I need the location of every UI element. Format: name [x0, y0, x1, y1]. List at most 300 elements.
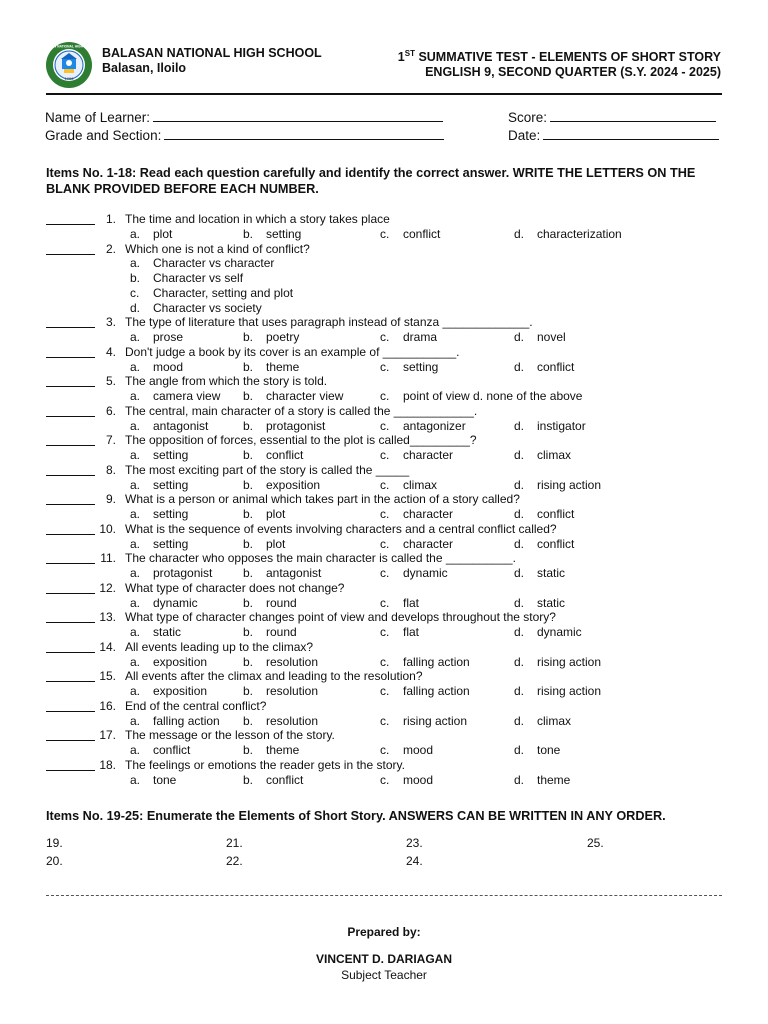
- option-text: camera view: [153, 389, 221, 403]
- option-text: Character vs character: [153, 256, 275, 271]
- option-letter: b.: [243, 625, 254, 639]
- school-name: BALASAN NATIONAL HIGH SCHOOL: [102, 46, 322, 60]
- answer-option: [243, 773, 303, 788]
- answer-option: [130, 684, 207, 699]
- option-letter: d.: [514, 418, 525, 433]
- answer-option: [130, 448, 188, 463]
- option-text: drama: [403, 330, 438, 344]
- date-field[interactable]: [508, 127, 719, 144]
- option-text: theme: [266, 743, 300, 757]
- option-text: character: [403, 507, 454, 521]
- school-location: Balasan, Iloilo: [102, 61, 187, 75]
- answer-option: [380, 389, 582, 404]
- question-number: 13.: [99, 610, 116, 625]
- option-text: prose: [153, 330, 184, 344]
- option-row: [0, 537, 768, 552]
- option-text: resolution: [266, 654, 319, 669]
- enumeration-item[interactable]: 22.: [226, 854, 243, 868]
- answer-blank[interactable]: [46, 593, 95, 594]
- question-text: The central, main character of a story is called the ____________.: [125, 403, 478, 418]
- option-letter: c.: [380, 595, 390, 610]
- answer-option: [243, 743, 299, 758]
- option-text: setting: [266, 226, 302, 241]
- question-text: End of the central conflict?: [125, 698, 267, 713]
- option-letter: d.: [514, 625, 525, 639]
- option-row: [0, 227, 768, 242]
- option-text: setting: [403, 359, 439, 374]
- option-text: round: [266, 595, 297, 610]
- option-row: [0, 271, 768, 286]
- option-letter: a.: [130, 477, 141, 492]
- option-letter: b.: [243, 743, 254, 757]
- option-text: setting: [153, 448, 189, 462]
- option-text: plot: [266, 536, 286, 551]
- option-text: character view: [266, 389, 344, 403]
- option-text: climax: [537, 713, 572, 728]
- answer-blank[interactable]: [46, 475, 95, 476]
- score-line[interactable]: [550, 109, 716, 122]
- answer-option: [130, 625, 181, 640]
- name-label: Name of Learner:: [45, 110, 151, 125]
- option-text: falling action: [403, 684, 470, 698]
- answer-option: [243, 507, 285, 522]
- question-item: [0, 669, 768, 684]
- question-item: [0, 463, 768, 478]
- option-text: falling action: [403, 654, 470, 669]
- answer-option: [380, 714, 467, 729]
- enumeration-item[interactable]: 23.: [406, 836, 423, 850]
- answer-option: [243, 566, 321, 581]
- question-number: 2.: [105, 241, 116, 256]
- answer-blank[interactable]: [46, 416, 95, 417]
- option-letter: d.: [514, 536, 525, 551]
- answer-option: [514, 227, 622, 242]
- option-letter: a.: [130, 536, 141, 551]
- option-text: Character vs society: [153, 300, 262, 315]
- option-letter: d.: [514, 477, 525, 492]
- option-text: rising action: [537, 654, 602, 669]
- option-text: rising action: [537, 477, 602, 492]
- option-row: [0, 507, 768, 522]
- option-letter: b.: [243, 713, 254, 728]
- option-letter: a.: [130, 389, 141, 403]
- answer-option: [380, 566, 448, 581]
- answer-option: [243, 227, 301, 242]
- answer-option: [130, 271, 243, 286]
- option-text: dynamic: [153, 595, 198, 610]
- option-letter: c.: [130, 285, 140, 300]
- option-text: tone: [153, 772, 177, 787]
- question-number: 10.: [99, 521, 116, 536]
- option-letter: c.: [380, 772, 390, 787]
- option-letter: b.: [243, 536, 254, 551]
- option-text: resolution: [266, 713, 319, 728]
- option-text: rising action: [537, 684, 602, 698]
- answer-blank[interactable]: [46, 770, 95, 771]
- answer-option: [130, 714, 220, 729]
- answer-option: [130, 360, 183, 375]
- answer-option: [243, 389, 343, 404]
- option-letter: b.: [243, 226, 254, 241]
- answer-option: [514, 773, 570, 788]
- option-letter: b.: [243, 389, 254, 403]
- answer-option: [380, 773, 433, 788]
- answer-option: [514, 478, 601, 493]
- option-text: conflict: [537, 507, 575, 521]
- option-row: [0, 655, 768, 670]
- option-text: static: [537, 566, 566, 580]
- answer-blank[interactable]: [46, 224, 95, 225]
- option-text: climax: [537, 448, 572, 462]
- option-letter: c.: [380, 536, 390, 551]
- option-text: mood: [403, 743, 434, 757]
- option-row: [0, 419, 768, 434]
- option-letter: a.: [130, 625, 141, 639]
- prepared-by-label: Prepared by:: [347, 925, 421, 939]
- answer-blank[interactable]: [46, 386, 95, 387]
- option-letter: d.: [514, 359, 525, 374]
- question-number: 9.: [105, 492, 116, 507]
- question-item: [0, 610, 768, 625]
- option-letter: a.: [130, 448, 141, 462]
- option-row: [0, 330, 768, 345]
- option-letter: a.: [130, 654, 141, 669]
- header-divider: [46, 93, 722, 95]
- question-item: [0, 433, 768, 448]
- option-letter: b.: [243, 359, 254, 374]
- answer-option: [130, 301, 262, 316]
- teacher-title: Subject Teacher: [341, 968, 427, 982]
- answer-option: [380, 537, 453, 552]
- option-letter: c.: [380, 477, 390, 492]
- option-letter: b.: [243, 507, 254, 521]
- answer-option: [380, 743, 433, 758]
- answer-option: [243, 419, 325, 434]
- date-line[interactable]: [543, 127, 719, 140]
- answer-blank[interactable]: [46, 711, 95, 712]
- answer-option: [380, 507, 453, 522]
- answer-option: [514, 714, 571, 729]
- svg-text:1966: 1966: [64, 76, 74, 81]
- answer-option: [130, 286, 293, 301]
- enumeration-item[interactable]: 19.: [46, 836, 63, 850]
- option-text: characterization: [537, 226, 622, 241]
- option-text: conflict: [403, 226, 441, 241]
- option-letter: d.: [514, 448, 525, 462]
- answer-option: [380, 330, 437, 345]
- option-letter: a.: [130, 684, 141, 698]
- option-text: conflict: [537, 536, 575, 551]
- answer-option: [380, 596, 419, 611]
- answer-option: [514, 625, 582, 640]
- answer-blank[interactable]: [46, 254, 95, 255]
- enumeration-item[interactable]: 21.: [226, 836, 243, 850]
- question-text: Which one is not a kind of conflict?: [125, 241, 310, 256]
- answer-option: [380, 227, 440, 242]
- option-text: point of view d. none of the above: [403, 389, 583, 403]
- option-row: [0, 743, 768, 758]
- answer-option: [243, 478, 320, 493]
- option-letter: c.: [380, 389, 390, 403]
- part2-instruction: Items No. 19-25: Enumerate the Elements of Short Story. ANSWERS CAN BE WRITTEN IN ANY ORDER.: [46, 809, 666, 823]
- option-text: theme: [537, 772, 571, 787]
- option-letter: b.: [243, 772, 254, 787]
- option-row: [0, 256, 768, 271]
- option-letter: a.: [130, 772, 141, 787]
- answer-option: [514, 596, 565, 611]
- option-text: antagonizer: [403, 418, 466, 433]
- option-text: conflict: [266, 448, 304, 462]
- question-item: [0, 345, 768, 360]
- question-number: 16.: [99, 698, 116, 713]
- option-letter: d.: [514, 743, 525, 757]
- answer-option: [514, 360, 574, 375]
- answer-option: [130, 227, 172, 242]
- option-letter: a.: [130, 595, 141, 610]
- option-letter: b.: [243, 477, 254, 492]
- option-text: protagonist: [266, 418, 326, 433]
- option-letter: a.: [130, 359, 141, 374]
- question-text: All events leading up to the climax?: [125, 639, 314, 654]
- answer-option: [243, 714, 318, 729]
- option-letter: c.: [380, 713, 390, 728]
- enumeration-item[interactable]: 24.: [406, 854, 423, 868]
- question-number: 17.: [99, 728, 116, 743]
- option-letter: c.: [380, 359, 390, 374]
- option-text: setting: [153, 536, 189, 551]
- option-text: static: [153, 625, 182, 639]
- option-text: setting: [153, 507, 189, 521]
- score-label: Score:: [508, 110, 548, 125]
- answer-option: [380, 448, 453, 463]
- answer-option: [514, 566, 565, 581]
- answer-option: [243, 330, 299, 345]
- option-row: [0, 360, 768, 375]
- option-letter: b.: [243, 566, 254, 580]
- question-text: The angle from which the story is told.: [125, 374, 328, 389]
- option-row: [0, 478, 768, 493]
- option-row: [0, 448, 768, 463]
- option-letter: b.: [243, 654, 254, 669]
- option-text: setting: [153, 477, 189, 492]
- answer-option: [243, 596, 297, 611]
- answer-option: [380, 625, 419, 640]
- question-item: [0, 374, 768, 389]
- option-text: Character vs self: [153, 271, 244, 285]
- option-text: character: [403, 536, 454, 551]
- question-text: What is a person or animal which takes part in the action of a story called?: [125, 492, 520, 507]
- option-letter: c.: [380, 226, 390, 241]
- svg-text:BALASAN NATIONAL HIGH SCHOOL: BALASAN NATIONAL HIGH SCHOOL: [40, 44, 98, 49]
- option-row: [0, 625, 768, 640]
- option-letter: a.: [130, 507, 141, 521]
- option-letter: d.: [514, 713, 525, 728]
- option-letter: d.: [514, 684, 525, 698]
- option-text: mood: [153, 359, 184, 374]
- option-text: protagonist: [153, 566, 213, 580]
- name-field[interactable]: [45, 109, 443, 126]
- option-letter: a.: [130, 330, 141, 344]
- test-title: 1ST SUMMATIVE TEST - ELEMENTS OF SHORT STORY: [397, 49, 721, 64]
- answer-option: [243, 360, 299, 375]
- teacher-name: VINCENT D. DARIAGAN: [315, 952, 452, 966]
- option-text: climax: [403, 477, 438, 492]
- name-line[interactable]: [153, 109, 443, 122]
- option-letter: a.: [130, 418, 141, 433]
- answer-blank[interactable]: [46, 740, 95, 741]
- question-text: The message or the lesson of the story.: [125, 728, 335, 743]
- option-text: poetry: [266, 330, 300, 344]
- answer-option: [130, 566, 212, 581]
- answer-option: [130, 773, 176, 788]
- option-row: [0, 596, 768, 611]
- option-text: dynamic: [403, 566, 448, 580]
- option-text: conflict: [266, 772, 304, 787]
- option-row: [0, 286, 768, 301]
- answer-option: [130, 478, 188, 493]
- answer-option: [380, 419, 466, 434]
- option-letter: c.: [380, 418, 390, 433]
- option-letter: a.: [130, 566, 141, 580]
- option-letter: b.: [130, 271, 141, 285]
- option-letter: b.: [243, 684, 254, 698]
- option-text: falling action: [153, 713, 220, 728]
- option-text: resolution: [266, 684, 319, 698]
- option-letter: b.: [243, 330, 254, 344]
- option-letter: c.: [380, 507, 390, 521]
- answer-blank[interactable]: [46, 652, 95, 653]
- option-row: [0, 714, 768, 729]
- question-number: 18.: [99, 757, 116, 772]
- subject-line: ENGLISH 9, SECOND QUARTER (S.Y. 2024 - 2025): [425, 65, 721, 79]
- answer-option: [243, 655, 318, 670]
- test-header: [398, 46, 721, 80]
- cut-line: [46, 895, 722, 896]
- question-number: 5.: [105, 374, 116, 389]
- question-number: 14.: [99, 639, 116, 654]
- option-row: [0, 773, 768, 788]
- question-text: What type of character changes point of view and develops throughout the story?: [125, 610, 556, 625]
- answer-option: [514, 330, 566, 345]
- question-item: [0, 551, 768, 566]
- question-text: What is the sequence of events involving characters and a central conflict called?: [125, 521, 557, 536]
- answer-option: [380, 478, 437, 493]
- option-text: plot: [153, 226, 173, 241]
- school-seal-icon: [40, 41, 98, 89]
- answer-blank[interactable]: [46, 327, 95, 328]
- question-text: All events after the climax and leading to the resolution?: [125, 669, 423, 684]
- answer-option: [130, 330, 183, 345]
- option-text: antagonist: [266, 566, 322, 580]
- question-number: 1.: [105, 212, 116, 226]
- option-text: flat: [403, 595, 420, 610]
- question-text: The type of literature that uses paragraph instead of stanza _____________.: [125, 315, 533, 330]
- option-letter: c.: [380, 566, 390, 580]
- question-item: [0, 758, 768, 773]
- option-letter: d.: [514, 566, 525, 580]
- option-text: static: [537, 595, 566, 610]
- answer-blank[interactable]: [46, 357, 95, 358]
- question-number: 12.: [99, 580, 116, 595]
- option-text: antagonist: [153, 418, 209, 433]
- question-item: [0, 640, 768, 655]
- option-text: plot: [266, 507, 286, 521]
- option-text: Character, setting and plot: [153, 285, 294, 300]
- option-letter: c.: [380, 654, 390, 669]
- question-item: [0, 242, 768, 257]
- question-number: 15.: [99, 669, 116, 684]
- answer-option: [243, 625, 297, 640]
- date-label: Date:: [508, 128, 541, 143]
- option-row: [0, 389, 768, 404]
- option-letter: b.: [243, 448, 254, 462]
- question-number: 8.: [105, 462, 116, 477]
- question-number: 7.: [105, 433, 116, 448]
- option-letter: c.: [380, 684, 390, 698]
- question-item: [0, 315, 768, 330]
- answer-blank[interactable]: [46, 534, 95, 535]
- answer-blank[interactable]: [46, 681, 95, 682]
- option-letter: d.: [130, 300, 141, 315]
- option-text: flat: [403, 625, 420, 639]
- question-item: [0, 212, 768, 227]
- question-number: 6.: [105, 403, 116, 418]
- option-text: exposition: [266, 477, 321, 492]
- answer-option: [514, 743, 560, 758]
- option-letter: d.: [514, 330, 525, 344]
- question-item: [0, 581, 768, 596]
- answer-option: [130, 596, 198, 611]
- question-text: The feelings or emotions the reader gets in the story.: [125, 757, 405, 772]
- option-letter: d.: [514, 772, 525, 787]
- question-text: The most exciting part of the story is called the _____: [125, 462, 410, 477]
- answer-option: [243, 684, 318, 699]
- question-text: What type of character does not change?: [125, 580, 345, 595]
- answer-option: [130, 389, 220, 404]
- option-text: exposition: [153, 654, 208, 669]
- answer-option: [380, 655, 470, 670]
- answer-option: [514, 537, 574, 552]
- grade-line[interactable]: [164, 127, 444, 140]
- option-row: [0, 301, 768, 316]
- enumeration-item[interactable]: 20.: [46, 854, 63, 868]
- question-item: [0, 728, 768, 743]
- question-text: The time and location in which a story takes place: [125, 212, 390, 226]
- answer-option: [130, 655, 207, 670]
- answer-option: [514, 655, 601, 670]
- answer-blank[interactable]: [46, 563, 95, 564]
- answer-option: [514, 448, 571, 463]
- answer-blank[interactable]: [46, 504, 95, 505]
- option-letter: a.: [130, 226, 141, 241]
- answer-blank[interactable]: [46, 622, 95, 623]
- question-item: [0, 522, 768, 537]
- option-row: [0, 684, 768, 699]
- answer-option: [130, 256, 274, 271]
- grade-field[interactable]: [45, 127, 444, 144]
- enumeration-item[interactable]: 25.: [587, 836, 604, 850]
- option-letter: d.: [514, 595, 525, 610]
- score-field[interactable]: [508, 109, 716, 126]
- answer-option: [514, 684, 601, 699]
- option-text: round: [266, 625, 297, 639]
- answer-option: [243, 448, 303, 463]
- question-number: 3.: [105, 315, 116, 330]
- option-text: novel: [537, 330, 566, 344]
- option-letter: d.: [514, 507, 525, 521]
- question-text: Don't judge a book by its cover is an example of ___________.: [125, 344, 460, 359]
- answer-blank[interactable]: [46, 445, 95, 446]
